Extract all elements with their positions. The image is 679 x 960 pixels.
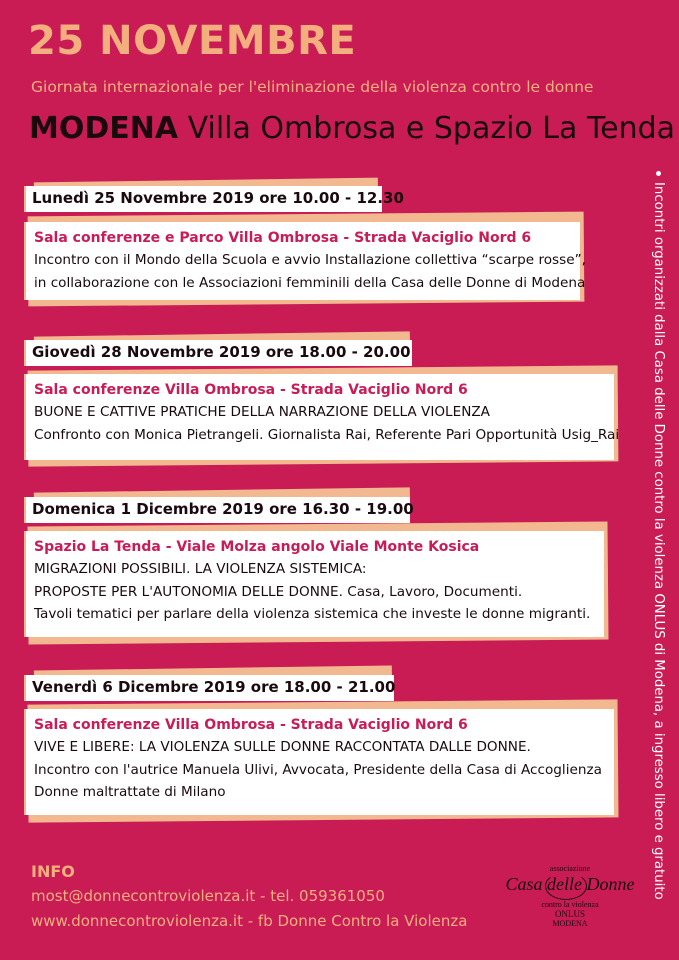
event-1-date: Lunedì 25 Novembre 2019 ore 10.00 - 12.30: [32, 189, 404, 207]
event-1-location: Sala conferenze e Parco Villa Ombrosa - Strada Vaciglio Nord 6: [34, 230, 532, 246]
event-3-line-3: Tavoli tematici per parlare della violenza sistemica che investe le donne migranti.: [34, 606, 591, 622]
event-3-line-2: PROPOSTE PER L'AUTONOMIA DELLE DONNE. Casa, Lavoro, Documenti.: [34, 583, 523, 600]
side-note-text: Incontri organizzati dalla Casa delle Donne contro la violenza ONLUS di Modena, a ingresso libero e gratuito: [651, 182, 666, 900]
event-3-location: Spazio La Tenda - Viale Molza angolo Viale Monte Kosica: [34, 539, 480, 555]
event-1-line-2: in collaborazione con le Associazioni femminili della Casa delle Donne di Modena: [34, 274, 586, 291]
logo-top: associazione: [549, 864, 591, 873]
info-website-facebook: www.donnecontroviolenza.it - fb Donne Contro la Violenza: [31, 912, 468, 930]
event-4-card: [24, 709, 614, 815]
event-1-line-1: Incontro con il Mondo della Scuola e avvio Installazione collettiva “scarpe rosse”,: [34, 252, 586, 268]
event-3-date-tab: [24, 497, 414, 523]
event-2-date-tab: [24, 340, 412, 366]
bullet-dot-icon: [657, 171, 662, 176]
logo-city: MODENA: [552, 919, 588, 928]
event-1-date-tab: [24, 186, 404, 212]
info-title: INFO: [31, 862, 75, 881]
logo-tag: contro la violenza: [541, 900, 599, 909]
event-1-card: [24, 222, 586, 300]
event-3-line-1: MIGRAZIONI POSSIBILI. LA VIOLENZA SISTEMICA:: [34, 561, 367, 577]
event-3-card: [24, 531, 604, 637]
event-4-line-2: Incontro con l'autrice Manuela Ulivi, Avvocata, Presidente della Casa di Accoglienza: [34, 761, 602, 778]
event-4-line-3: Donne maltrattate di Milano: [34, 784, 226, 800]
side-note: [644, 172, 670, 900]
event-4-date: Venerdì 6 Dicembre 2019 ore 18.00 - 21.00: [32, 678, 396, 696]
logo-name: Casa delle Donne: [505, 874, 635, 894]
event-2-location: Sala conferenze Villa Ombrosa - Strada Vaciglio Nord 6: [34, 382, 468, 398]
event-4-line-1: VIVE E LIBERE: LA VIOLENZA SULLE DONNE RACCONTATA DALLE DONNE.: [34, 739, 531, 755]
event-2-card: [24, 374, 620, 460]
info-contact-email-phone: most@donnecontroviolenza.it - tel. 059361050: [31, 887, 385, 905]
event-2-date: Giovedì 28 Novembre 2019 ore 18.00 - 20.00: [32, 343, 411, 361]
event-2-line-2: Confronto con Monica Pietrangeli. Giornalista Rai, Referente Pari Opportunità Usig_Rai: [34, 426, 620, 443]
event-date-title: 25 NOVEMBRE: [28, 18, 357, 64]
city-name: MODENA: [29, 111, 179, 146]
casa-delle-donne-logo: [495, 860, 645, 935]
event-2-line-1: BUONE E CATTIVE PRATICHE DELLA NARRAZIONE DELLA VIOLENZA: [34, 404, 490, 420]
venues-name: Villa Ombrosa e Spazio La Tenda: [187, 111, 676, 146]
event-subtitle: Giornata internazionale per l'eliminazione della violenza contro le donne: [31, 78, 594, 96]
logo-onlus: ONLUS: [554, 909, 585, 919]
city-venues-heading: [29, 111, 675, 146]
event-4-date-tab: [24, 675, 394, 701]
event-4-location: Sala conferenze Villa Ombrosa - Strada Vaciglio Nord 6: [34, 717, 468, 733]
event-3-date: Domenica 1 Dicembre 2019 ore 16.30 - 19.00: [32, 500, 414, 518]
